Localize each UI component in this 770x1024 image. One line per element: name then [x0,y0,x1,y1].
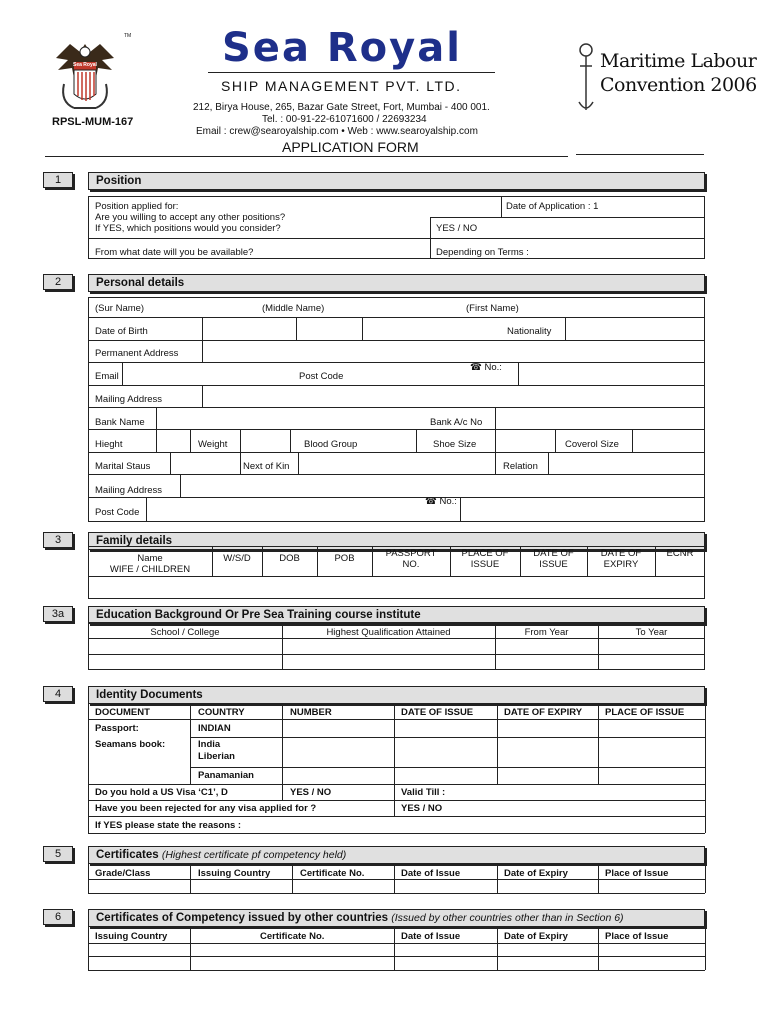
competency-title: Certificates of Competency issued by other countries [96,912,389,924]
mlc-logo [574,38,757,118]
company-subtitle: SHIP MANAGEMENT PVT. LTD. [221,78,462,94]
family-col-wsd: W/S/D [223,553,251,564]
section-heading-education: Education Background Or Pre Sea Training course institute [88,606,705,624]
id-col-place-of-issue: PLACE OF ISSUE [605,707,685,718]
weight-label: Weight [198,439,228,450]
family-col-date-of-expiry-2: EXPIRY [603,559,639,570]
valid-till-label: Valid Till : [401,787,446,798]
certificates-title: Certificates [96,849,159,861]
section-heading-competency [88,909,705,927]
depending-terms-label: Depending on Terms : [436,247,529,258]
family-col-date-of-issue-2: ISSUE [539,559,568,570]
company-logo [52,38,118,114]
company-email-web: Email : crew@searoyalship.com • Web : www.searoyalship.com [196,126,478,137]
phone-number-label: ☎ No.: [470,362,502,373]
passport-label: Passport: [95,723,139,734]
coc-col-certificate-no: Certificate No. [260,931,325,942]
edu-col-qualification: Highest Qualification Attained [326,627,451,638]
section-number-3: 3 [43,532,73,548]
certificates-title-note: (Highest certificate pf competency held) [161,849,347,861]
competency-title-note: (Issued by other countries other than in Section 6) [391,912,624,924]
logo-badge-text: Sea Royal [73,62,97,68]
edu-col-school: School / College [150,627,220,638]
first-name-label: (First Name) [466,303,519,314]
section-heading-certificates [88,846,705,864]
blood-group-label: Blood Group [304,439,358,450]
height-label: Hieght [95,439,123,450]
bank-name-label: Bank Name [95,417,145,428]
section-heading-position: Position [88,172,705,190]
family-col-date-of-expiry-1: DATE OF [600,548,642,559]
next-of-kin-label: Next of Kin [243,461,290,472]
cert-col-place-of-issue: Place of Issue [605,868,669,879]
section-number-4: 4 [43,686,73,702]
mlc-line2: Convention 2006 [600,74,757,96]
license-number: RPSL-MUM-167 [52,116,134,128]
visa-rejected-question: Have you been rejected for any visa applied for ? [95,803,317,814]
edu-col-from-year: From Year [524,627,569,638]
family-col-passport-no: NO. [402,559,420,570]
cert-col-date-of-issue: Date of Issue [401,868,461,879]
us-visa-yes-no[interactable]: YES / NO [290,787,332,798]
id-col-country: COUNTRY [198,707,245,718]
id-col-date-of-issue: DATE OF ISSUE [401,707,474,718]
rejection-reasons-label: If YES please state the reasons : [95,820,242,831]
shoe-size-label: Shoe Size [433,439,477,450]
available-date-label: From what date will you be available? [95,247,254,258]
section-number-2: 2 [43,274,73,290]
us-visa-question: Do you hold a US Visa ‘C1’, D [95,787,228,798]
seamans-book-label: Seamans book: [95,739,166,750]
middle-name-label: (Middle Name) [262,303,325,314]
post-code-label: Post Code [299,371,344,382]
email-label: Email [95,371,119,382]
bank-account-label: Bank A/c No [430,417,483,428]
coc-col-date-of-expiry: Date of Expiry [504,931,568,942]
surname-label: (Sur Name) [95,303,145,314]
post-code-2-label: Post Code [95,507,140,518]
phone-number-2-label: ☎ No.: [425,496,457,507]
country-indian: INDIAN [198,723,231,734]
id-col-number: NUMBER [290,707,332,718]
family-col-place-of: PLACE OF [461,548,509,559]
section-number-6: 6 [43,909,73,925]
family-col-ecnr: ECNR [666,548,694,559]
permanent-address-label: Permanent Address [95,348,179,359]
company-tel: Tel. : 00-91-22-61071600 / 22693234 [262,114,427,125]
family-col-dob: DOB [279,553,300,564]
company-name: Sea Royal [222,25,462,71]
marital-status-label: Marital Staus [95,461,151,472]
section-heading-family: Family details [88,532,705,550]
dob-label: Date of Birth [95,326,148,337]
cert-col-grade: Grade/Class [95,868,151,879]
visa-rejected-yes-no[interactable]: YES / NO [401,803,443,814]
mailing-address-label: Mailing Address [95,394,163,405]
id-col-date-of-expiry: DATE OF EXPIRY [504,707,583,718]
relation-label: Relation [503,461,538,472]
yes-no-option[interactable]: YES / NO [436,223,478,234]
country-liberian: Liberian [198,751,235,762]
section-number-3a: 3a [43,606,73,622]
coverol-size-label: Coverol Size [565,439,619,450]
coc-col-date-of-issue: Date of Issue [401,931,461,942]
family-col-wife-children: WIFE / CHILDREN [109,564,191,575]
section-number-1: 1 [43,172,73,188]
section-heading-personal: Personal details [88,274,705,292]
family-col-pob: POB [334,553,355,564]
section-number-5: 5 [43,846,73,862]
family-col-date-of-issue-1: DATE OF [533,548,574,559]
mlc-line1: Maritime Labour [600,50,757,72]
country-india: India [198,739,221,750]
nationality-label: Nationality [507,326,552,337]
family-col-name: Name [137,553,163,564]
cert-col-issuing-country: Issuing Country [198,868,271,879]
company-address: 212, Birya House, 265, Bazar Gate Street, Fort, Mumbai - 400 001. [193,102,490,113]
trademark-mark: TM [124,33,132,39]
coc-col-issuing-country: Issuing Country [95,931,168,942]
form-title: APPLICATION FORM [282,139,419,155]
date-of-application-label: Date of Application : 1 [506,201,599,212]
mailing-address-2-label: Mailing Address [95,485,163,496]
if-yes-positions-label: If YES, which positions would you consider? [95,223,281,234]
id-col-document: DOCUMENT [95,707,150,718]
family-col-place-issue: ISSUE [470,559,500,570]
section-heading-identity: Identity Documents [88,686,705,704]
position-applied-label: Position applied for: [95,201,179,212]
accept-other-label: Are you willing to accept any other positions? [95,212,286,223]
cert-col-date-of-expiry: Date of Expiry [504,868,568,879]
family-col-passport: PASSPORT [385,548,437,559]
coc-col-place-of-issue: Place of Issue [605,931,669,942]
cert-col-number: Certificate No. [300,868,365,879]
country-panamanian: Panamanian [198,770,254,781]
edu-col-to-year: To Year [635,627,668,638]
